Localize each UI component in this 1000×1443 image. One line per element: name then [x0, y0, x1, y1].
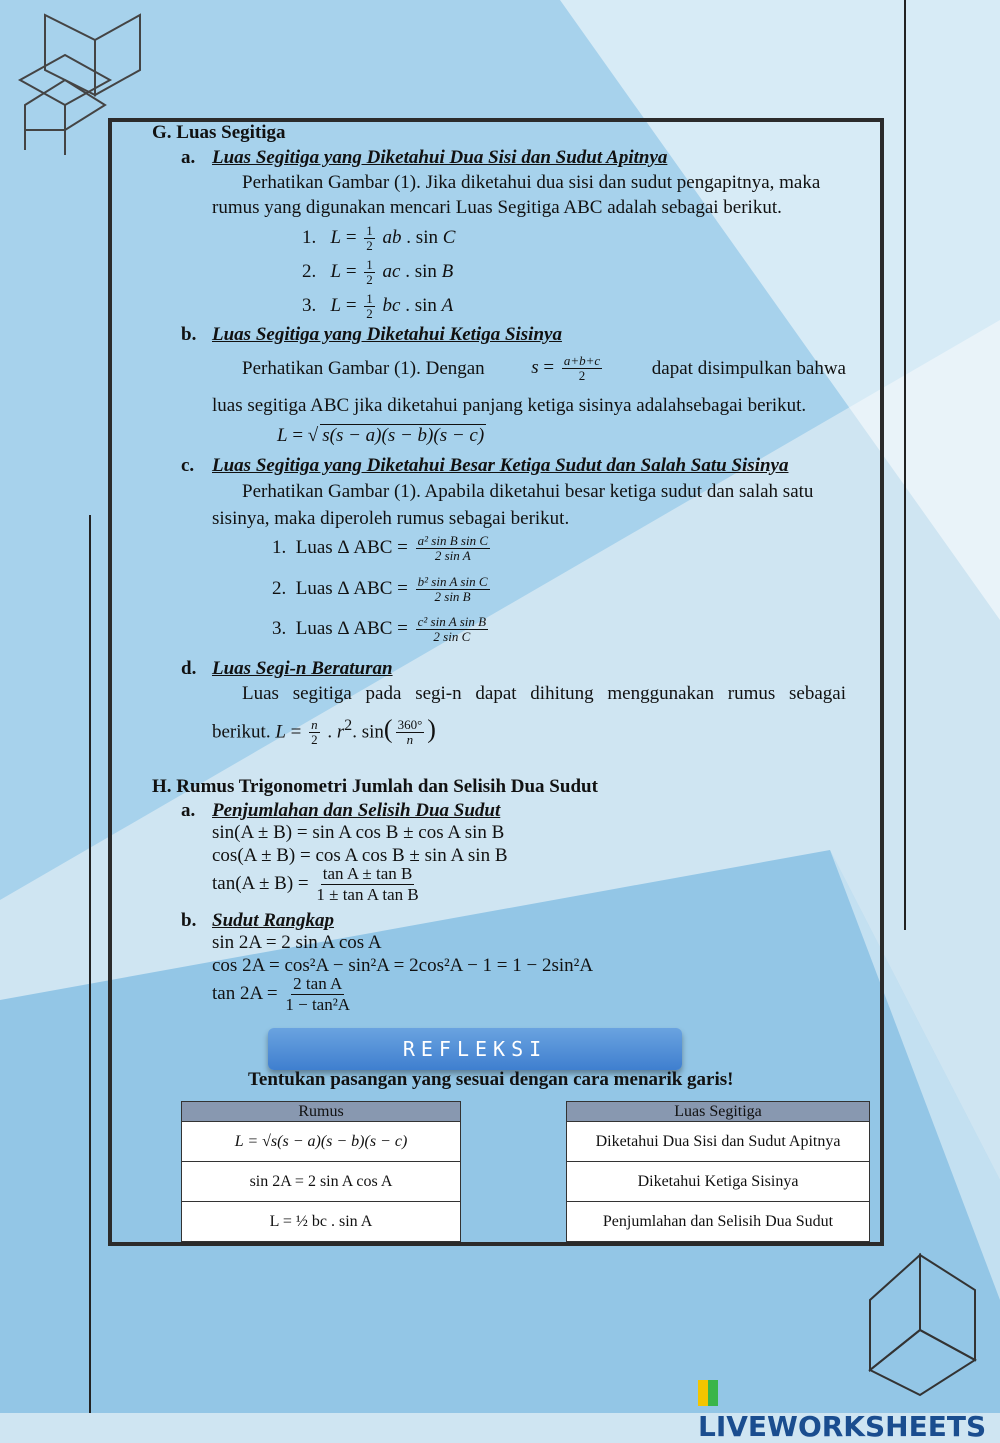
- formula-num: 2.: [302, 260, 317, 282]
- item-c-line1: Perhatikan Gambar (1). Apabila diketahui besar ketiga sudut dan salah satu: [242, 481, 814, 502]
- formula-num: 1.: [302, 226, 317, 248]
- tan-double-denominator: 1 − tan²A: [285, 995, 351, 1014]
- formula-text: Luas Δ ABC =: [295, 536, 408, 558]
- refleksi-banner: REFLEKSI: [268, 1028, 682, 1070]
- formula-text: Luas Δ ABC =: [295, 617, 408, 639]
- h-formula-cos-sum: cos(A ± B) = cos A cos B ± sin A sin B: [212, 845, 508, 866]
- item-b-line1-pre: Perhatikan Gambar (1). Dengan: [242, 357, 485, 379]
- s-numerator: a+b+c: [563, 353, 601, 368]
- table-luas-segitiga: [566, 1101, 870, 1242]
- formula-numerator: b² sin A sin C: [417, 574, 488, 589]
- left-rule: [89, 515, 91, 1413]
- section-h-heading: H. Rumus Trigonometri Jumlah dan Selisih Dua Sudut: [152, 776, 598, 797]
- tan-double-numerator: 2 tan A: [293, 974, 343, 993]
- tan-sum-denominator: 1 ± tan A tan B: [316, 885, 419, 904]
- item-d-label: d.: [181, 658, 197, 679]
- match-right-item[interactable]: Diketahui Dua Sisi dan Sudut Apitnya: [567, 1122, 870, 1162]
- formula-a2: 2. L = $\frac{1}{2}$ ac . sin B: [302, 257, 454, 287]
- formula-num: 2.: [272, 577, 287, 599]
- formula-sides: ac: [382, 260, 401, 282]
- item-c-label: c.: [181, 455, 195, 476]
- formula-numerator: c² sin A sin B: [417, 614, 487, 629]
- item-a-title: Luas Segitiga yang Diketahui Dua Sisi dan Sudut Apitnya: [212, 147, 668, 168]
- match-right-item[interactable]: Penjumlahan dan Selisih Dua Sudut: [567, 1202, 870, 1242]
- h-item-a-label: a.: [181, 800, 196, 821]
- formula-a3: 3. L = $\frac{1}{2}$ bc . sin A: [302, 291, 454, 321]
- table-formulas-header: Rumus: [182, 1102, 461, 1122]
- formula-angle: B: [441, 260, 454, 282]
- formula-sides: bc: [382, 294, 401, 316]
- h-formula-cos-double: cos 2A = cos²A − sin²A = 2cos²A − 1 = 1 − 2sin²A: [212, 955, 594, 976]
- liveworksheets-badge-icon: [698, 1380, 718, 1406]
- match-left-item[interactable]: L = √s(s − a)(s − b)(s − c): [182, 1122, 461, 1162]
- h-item-a-title: Penjumlahan dan Selisih Dua Sudut: [212, 800, 501, 821]
- formula-denominator: 2 sin A: [434, 548, 471, 563]
- formula-num: 3.: [272, 617, 287, 639]
- match-left-item[interactable]: L = ½ bc . sin A: [182, 1202, 461, 1242]
- formula-c1: [272, 534, 493, 563]
- table-formulas: [181, 1101, 461, 1242]
- item-b-line1: Perhatikan Gambar (1). Dengan s = $\frac{a+b+c}{2}$ dapat disimpulkan bahwa: [242, 353, 846, 383]
- formula-angle: A: [441, 294, 454, 316]
- item-d-line2: berikut. L = $\frac{n}{2}$ . $r^2$. sin( $\frac{360^\circ}{n}$ ): [212, 714, 436, 748]
- s-denominator: 2: [578, 368, 586, 383]
- h-item-b-title: Sudut Rangkap: [212, 910, 334, 931]
- liveworksheets-logo: [698, 1377, 1000, 1443]
- item-a-line1: Perhatikan Gambar (1). Jika diketahui dua sisi dan sudut pengapitnya, maka: [242, 172, 821, 193]
- h-formula-sin-sum: sin(A ± B) = sin A cos B ± cos A sin B: [212, 822, 505, 843]
- formula-angle: C: [442, 226, 456, 248]
- formula-sides: ab: [382, 226, 402, 248]
- h-formula-tan-double: [212, 974, 353, 1015]
- watermark-text: LIVEWORKSHEETS: [698, 1410, 987, 1443]
- item-d-line2-pre: berikut.: [212, 721, 271, 743]
- item-a-line2: rumus yang digunakan mencari Luas Segitiga ABC adalah sebagai berikut.: [212, 197, 782, 218]
- formula-c3: [272, 615, 491, 644]
- h-formula-sin-double: sin 2A = 2 sin A cos A: [212, 932, 382, 953]
- item-d-title: Luas Segi-n Beraturan: [212, 658, 393, 679]
- item-c-line2: sisinya, maka diperoleh rumus sebagai berikut.: [212, 508, 570, 529]
- formula-numerator: a² sin B sin C: [417, 533, 488, 548]
- right-rule: [904, 0, 906, 930]
- table-luas-header: Luas Segitiga: [567, 1102, 870, 1122]
- section-g-heading: G. Luas Segitiga: [152, 122, 286, 143]
- item-c-title: Luas Segitiga yang Diketahui Besar Ketiga Sudut dan Salah Satu Sisinya: [212, 455, 789, 476]
- formula-denominator: 2 sin C: [433, 629, 471, 644]
- formula-c2: [272, 575, 493, 604]
- item-b-line1-post: dapat disimpulkan bahwa: [651, 357, 846, 379]
- match-left-item[interactable]: sin 2A = 2 sin A cos A: [182, 1162, 461, 1202]
- item-b-label: b.: [181, 324, 197, 345]
- formula-a1: 1. L = $\frac{1}{2}$ ab . sin C: [302, 223, 456, 253]
- heron-radicand: s(s − a)(s − b)(s − c): [322, 425, 485, 446]
- item-a-label: a.: [181, 147, 196, 168]
- h-item-b-label: b.: [181, 910, 197, 931]
- tan-sum-lhs: tan(A ± B) =: [212, 872, 309, 894]
- h-formula-tan-sum: [212, 864, 422, 905]
- formula-num: 1.: [272, 536, 287, 558]
- item-b-line2: luas segitiga ABC jika diketahui panjang ketiga sisinya adalahsebagai berikut.: [212, 395, 807, 416]
- tan-double-lhs: tan 2A =: [212, 982, 278, 1004]
- formula-denominator: 2 sin B: [434, 589, 471, 604]
- formula-heron: L = √ s(s − a)(s − b)(s − c): [277, 425, 485, 446]
- item-b-title: Luas Segitiga yang Diketahui Ketiga Sisinya: [212, 324, 562, 345]
- refleksi-instruction: Tentukan pasangan yang sesuai dengan cara menarik garis!: [248, 1069, 734, 1090]
- tan-sum-numerator: tan A ± tan B: [322, 864, 413, 883]
- item-d-line1: Luas segitiga pada segi-n dapat dihitung menggunakan rumus sebagai: [242, 683, 846, 704]
- formula-text: Luas Δ ABC =: [295, 577, 408, 599]
- formula-num: 3.: [302, 294, 317, 316]
- match-right-item[interactable]: Diketahui Ketiga Sisinya: [567, 1162, 870, 1202]
